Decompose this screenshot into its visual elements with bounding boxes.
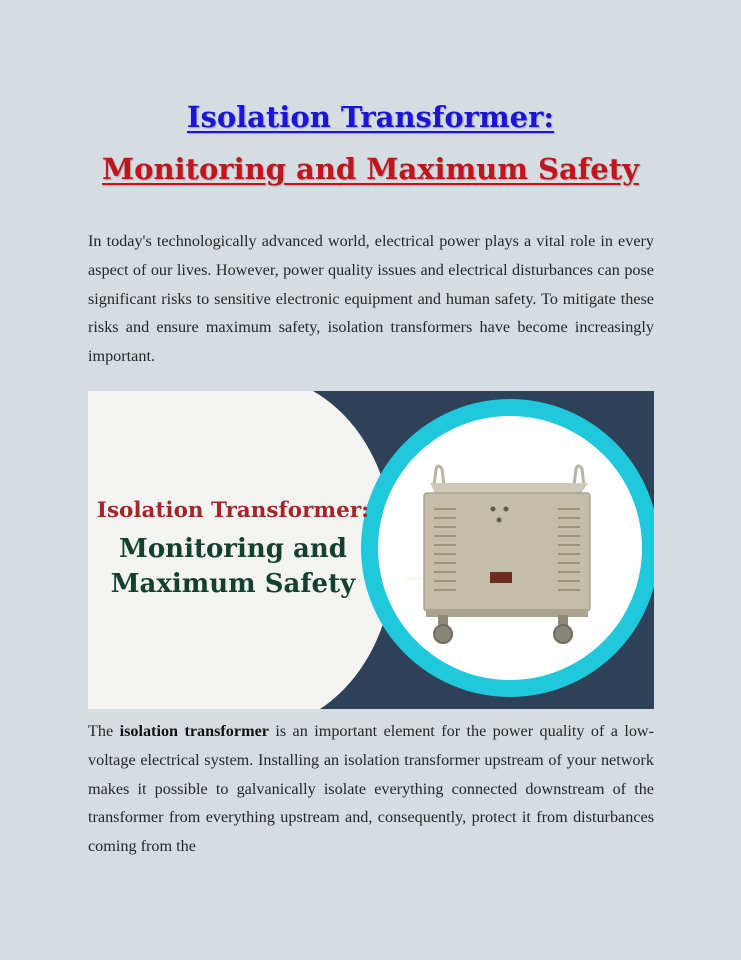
intro-paragraph: In today's technologically advanced world, electrical power plays a vital role in every aspect of our lives. However, power quality issues and electrical disturbances can pose significant risks to sensitive electronic equipment and human safety. To mitigate these risks and ensure maximum safety, isolation transformers have become increasingly important. [88, 232, 654, 366]
banner-subheading-line2: Maximum Safety [110, 569, 356, 599]
body-paragraph [88, 717, 654, 861]
page-title-line1: Isolation Transformer: [186, 100, 555, 134]
transformer-nameplate-text: Servokon [403, 576, 423, 581]
banner-heading: Isolation Transformer: [96, 498, 370, 523]
body-paragraph-rest: is an important element for the power quality of a low-voltage electrical system. Installing an isolation transformer upstream of your network makes it possible to galvanically isolate everything connected downstream of the transformer from everything upstream and, consequently, protect it from disturbances coming from the [88, 722, 655, 856]
page-title-line2: Monitoring and Maximum Safety [102, 152, 639, 186]
body-paragraph-prefix: The [88, 722, 120, 740]
banner-subheading-line1: Monitoring and [119, 534, 347, 564]
banner-image [88, 391, 654, 709]
body-paragraph-bold-term: isolation transformer [119, 722, 269, 740]
transformer-illustration [424, 466, 590, 643]
